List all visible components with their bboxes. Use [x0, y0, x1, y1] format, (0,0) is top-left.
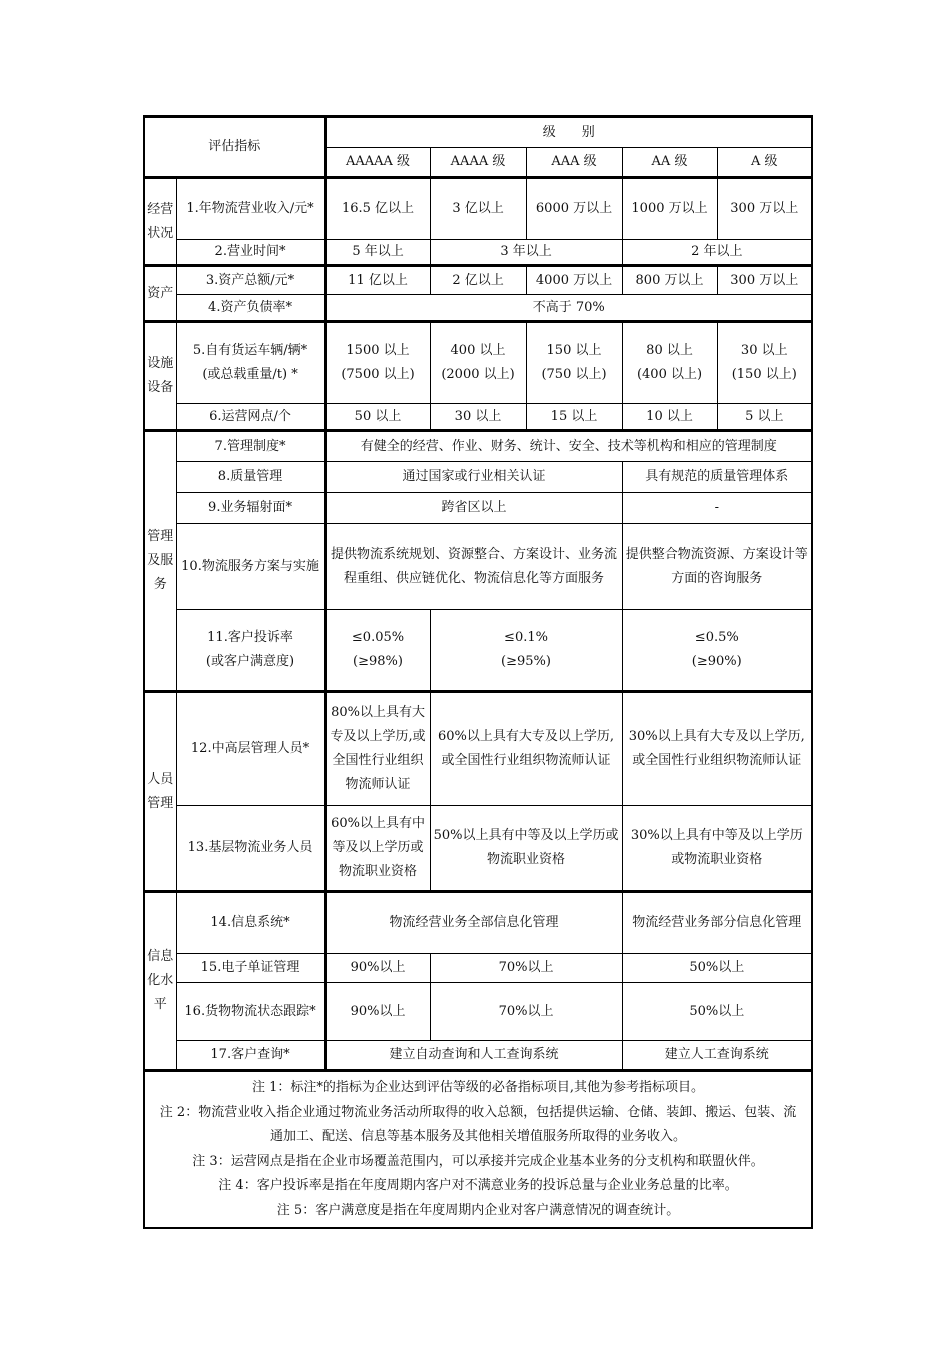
table-cell: 3 亿以上 — [430, 178, 526, 240]
table-cell: 70%以上 — [430, 983, 622, 1041]
row-quality — [144, 462, 812, 493]
evaluation-table-sheet — [143, 115, 811, 1229]
value-top: 150 以上 — [546, 343, 602, 358]
row-complaint-rate — [144, 610, 812, 692]
indicator-label — [176, 610, 325, 692]
table-cell: 通过国家或行业相关认证 — [325, 462, 622, 493]
indicator-label: 12.中高层管理人员* — [176, 692, 325, 806]
table-cell: 5 以上 — [717, 404, 812, 431]
table-cell: 跨省区以上 — [325, 493, 622, 524]
value-top: 1500 以上 — [346, 343, 410, 358]
table-cell: 30%以上具有大专及以上学历,或全国性行业组织物流师认证 — [622, 692, 812, 806]
table-cell: 90%以上 — [325, 954, 430, 983]
table-cell: 11 亿以上 — [325, 266, 430, 295]
table-cell: 300 万以上 — [717, 266, 812, 295]
row-customer-query — [144, 1041, 812, 1071]
table-cell — [622, 322, 717, 404]
label-top: 5.自有货运车辆/辆* — [192, 343, 308, 358]
value-bottom: (≥90%) — [691, 654, 742, 669]
row-outlets — [144, 404, 812, 431]
category-assets: 资产 — [144, 266, 176, 322]
row-service-plan — [144, 524, 812, 610]
value-top: ≤0.1% — [504, 630, 548, 645]
row-debt-ratio — [144, 295, 812, 322]
row-total-assets — [144, 266, 812, 295]
table-cell: 80%以上具有大专及以上学历,或全国性行业组织物流师认证 — [325, 692, 430, 806]
value-top: ≤0.5% — [694, 630, 739, 645]
value-top: ≤0.05% — [351, 630, 405, 645]
table-cell: 1000 万以上 — [622, 178, 717, 240]
table-cell: 800 万以上 — [622, 266, 717, 295]
indicator-label — [176, 322, 325, 404]
table-cell: 4000 万以上 — [526, 266, 622, 295]
value-bottom: (750 以上) — [541, 367, 607, 382]
indicator-label: 2.营业时间* — [176, 240, 325, 266]
table-cell — [430, 322, 526, 404]
table-cell: 物流经营业务全部信息化管理 — [325, 892, 622, 954]
level-header: AAAA 级 — [430, 148, 526, 178]
table-cell — [622, 610, 812, 692]
note: 注 2：物流营业收入指企业通过物流业务活动所取得的收入总额，包括提供运输、仓储、装卸、搬运、包装、流通加工、配送、信息等基本服务及其他相关增值服务所取得的业务收入。 — [159, 1104, 797, 1144]
category-operation: 经营状况 — [144, 178, 176, 266]
category-personnel: 人员管理 — [144, 692, 176, 892]
table-cell: 建立自动查询和人工查询系统 — [325, 1041, 622, 1071]
value-bottom: (≥95%) — [501, 654, 551, 669]
table-cell: 提供物流系统规划、资源整合、方案设计、业务流程重组、供应链优化、物流信息化等方面服务 — [325, 524, 622, 610]
note: 注 5：客户满意度是指在年度周期内企业对客户满意情况的调查统计。 — [276, 1202, 680, 1218]
indicator-label: 17.客户查询* — [176, 1041, 325, 1071]
table-cell: 提供整合物流资源、方案设计等方面的咨询服务 — [622, 524, 812, 610]
table-cell — [430, 610, 622, 692]
value-top: 30 以上 — [740, 343, 788, 358]
table-cell: 不高于 70% — [325, 295, 812, 322]
row-senior-staff — [144, 692, 812, 806]
header-indicator: 评估指标 — [144, 117, 325, 178]
level-header: A 级 — [717, 148, 812, 178]
indicator-label: 1.年物流营业收入/元* — [176, 178, 325, 240]
table-cell — [526, 322, 622, 404]
evaluation-table — [143, 115, 813, 1229]
table-cell: 10 以上 — [622, 404, 717, 431]
indicator-label: 14.信息系统* — [176, 892, 325, 954]
value-bottom: (7500 以上) — [341, 367, 415, 382]
table-cell: 有健全的经营、作业、财务、统计、安全、技术等机构和相应的管理制度 — [325, 431, 812, 462]
row-tracking — [144, 983, 812, 1041]
value-bottom: (150 以上) — [731, 367, 797, 382]
row-junior-staff — [144, 806, 812, 892]
header-row-1 — [144, 117, 812, 148]
note: 注 4：客户投诉率是指在年度周期内客户对不满意业务的投诉总量与企业业务总量的比率。 — [218, 1178, 738, 1193]
indicator-label: 7.管理制度* — [176, 431, 325, 462]
row-info-system — [144, 892, 812, 954]
table-cell: 2 亿以上 — [430, 266, 526, 295]
value-top: 80 以上 — [646, 343, 693, 358]
indicator-label: 10.物流服务方案与实施 — [176, 524, 325, 610]
level-header: AAAAA 级 — [325, 148, 430, 178]
table-cell: 6000 万以上 — [526, 178, 622, 240]
table-cell: 3 年以上 — [430, 240, 622, 266]
notes-row — [144, 1071, 812, 1229]
row-vehicles — [144, 322, 812, 404]
label-bottom: (或客户满意度) — [205, 654, 295, 669]
table-cell: 30 以上 — [430, 404, 526, 431]
value-top: 400 以上 — [450, 343, 506, 358]
value-bottom: (≥98%) — [353, 654, 403, 669]
table-cell: 300 万以上 — [717, 178, 812, 240]
table-cell: 60%以上具有中等及以上学历或物流职业资格 — [325, 806, 430, 892]
category-equipment: 设施设备 — [144, 322, 176, 431]
label-bottom: (或总载重量/t) * — [202, 367, 298, 382]
table-cell — [717, 322, 812, 404]
category-information: 信息化水平 — [144, 892, 176, 1071]
level-header: AAA 级 — [526, 148, 622, 178]
table-cell: 5 年以上 — [325, 240, 430, 266]
table-cell: 60%以上具有大专及以上学历,或全国性行业组织物流师认证 — [430, 692, 622, 806]
row-e-document — [144, 954, 812, 983]
value-bottom: (400 以上) — [636, 367, 703, 382]
indicator-label: 13.基层物流业务人员 — [176, 806, 325, 892]
indicator-label: 3.资产总额/元* — [176, 266, 325, 295]
table-cell: 物流经营业务部分信息化管理 — [622, 892, 812, 954]
indicator-label: 16.货物物流状态跟踪* — [176, 983, 325, 1041]
row-business-years — [144, 240, 812, 266]
row-coverage — [144, 493, 812, 524]
level-header: AA 级 — [622, 148, 717, 178]
table-cell: 50%以上 — [622, 954, 812, 983]
note: 注 1：标注*的指标为企业达到评估等级的必备指标项目,其他为参考指标项目。 — [251, 1080, 705, 1095]
category-management: 管理及服务 — [144, 431, 176, 692]
indicator-label: 15.电子单证管理 — [176, 954, 325, 983]
table-cell: - — [622, 493, 812, 524]
table-cell: 30%以上具有中等及以上学历或物流职业资格 — [622, 806, 812, 892]
table-cell: 50%以上具有中等及以上学历或物流职业资格 — [430, 806, 622, 892]
indicator-label: 9.业务辐射面* — [176, 493, 325, 524]
header-level: 级 别 — [325, 117, 812, 148]
table-cell: 建立人工查询系统 — [622, 1041, 812, 1071]
row-mgmt-system — [144, 431, 812, 462]
table-cell: 50 以上 — [325, 404, 430, 431]
row-revenue — [144, 178, 812, 240]
table-cell: 2 年以上 — [622, 240, 812, 266]
table-cell — [325, 322, 430, 404]
table-cell: 70%以上 — [430, 954, 622, 983]
value-bottom: (2000 以上) — [441, 367, 515, 382]
label-top: 11.客户投诉率 — [207, 630, 293, 645]
table-cell: 90%以上 — [325, 983, 430, 1041]
note: 注 3：运营网点是指在企业市场覆盖范围内，可以承接并完成企业基本业务的分支机构和联盟伙伴。 — [192, 1153, 764, 1169]
table-cell — [325, 610, 430, 692]
table-cell: 16.5 亿以上 — [325, 178, 430, 240]
table-cell: 具有规范的质量管理体系 — [622, 462, 812, 493]
notes-cell — [144, 1071, 812, 1229]
indicator-label: 4.资产负债率* — [176, 295, 325, 322]
indicator-label: 8.质量管理 — [176, 462, 325, 493]
indicator-label: 6.运营网点/个 — [176, 404, 325, 431]
table-cell: 15 以上 — [526, 404, 622, 431]
table-cell: 50%以上 — [622, 983, 812, 1041]
